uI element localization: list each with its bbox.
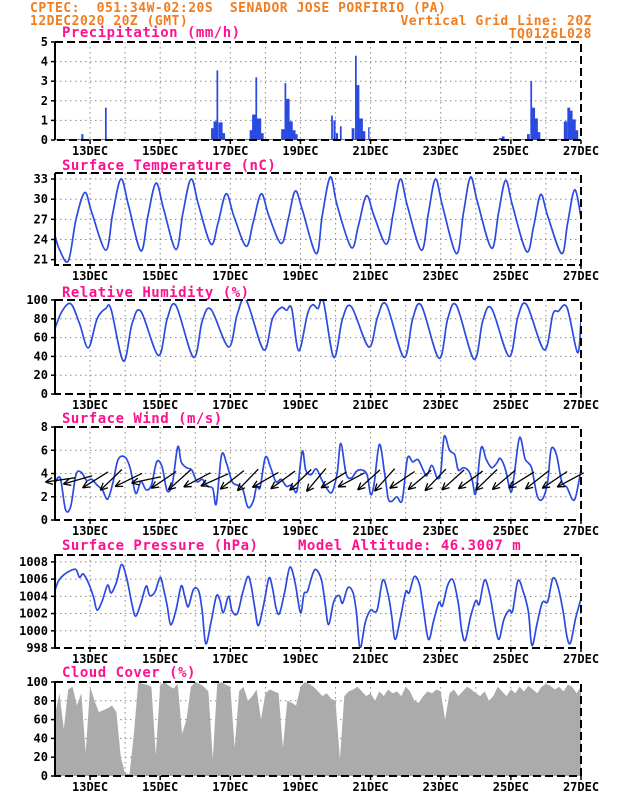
svg-text:80: 80 <box>33 693 48 708</box>
svg-text:60: 60 <box>33 330 48 345</box>
panel-title-cloud: Cloud Cover (%) <box>62 665 196 681</box>
svg-text:15DEC: 15DEC <box>142 524 179 538</box>
model-run-code: TQ0126L028 <box>508 27 592 42</box>
panel-title-temperature: Surface Temperature (nC) <box>62 158 277 174</box>
svg-text:25DEC: 25DEC <box>492 144 529 158</box>
svg-text:27DEC: 27DEC <box>562 524 600 538</box>
surface-pressure-series <box>55 564 581 648</box>
panel-surface-pressure <box>19 555 599 666</box>
svg-text:100: 100 <box>26 293 48 307</box>
station-header: CPTEC: 051:34W-02:20S SENADOR JOSE PORFIRIO (PA) <box>30 1 447 16</box>
panel-precipitation <box>41 35 599 158</box>
svg-text:13DEC: 13DEC <box>72 269 109 283</box>
svg-text:13DEC: 13DEC <box>72 398 109 412</box>
panel-subtitle-altitude: Model Altitude: 46.3007 m <box>298 538 522 554</box>
svg-text:13DEC: 13DEC <box>72 780 109 794</box>
svg-text:17DEC: 17DEC <box>212 398 249 412</box>
svg-text:27: 27 <box>33 212 48 227</box>
svg-text:15DEC: 15DEC <box>142 780 179 794</box>
svg-text:100: 100 <box>26 675 48 689</box>
panel-title-humidity: Relative Humidity (%) <box>62 285 250 301</box>
svg-text:21DEC: 21DEC <box>352 524 389 538</box>
panel-surface-wind <box>41 420 599 538</box>
svg-text:15DEC: 15DEC <box>142 398 179 412</box>
svg-text:13DEC: 13DEC <box>72 144 109 158</box>
svg-text:23DEC: 23DEC <box>422 144 459 158</box>
panel-title-precipitation: Precipitation (mm/h) <box>62 25 241 41</box>
svg-text:13DEC: 13DEC <box>72 652 109 666</box>
precipitation-series <box>55 56 581 140</box>
svg-text:27DEC: 27DEC <box>562 780 600 794</box>
svg-text:0: 0 <box>40 387 48 401</box>
svg-text:30: 30 <box>33 192 48 207</box>
svg-text:17DEC: 17DEC <box>212 652 249 666</box>
svg-text:23DEC: 23DEC <box>422 780 459 794</box>
svg-text:24: 24 <box>33 232 48 247</box>
svg-text:1: 1 <box>40 113 48 128</box>
svg-text:8: 8 <box>40 420 48 434</box>
svg-text:0: 0 <box>40 769 48 783</box>
svg-text:21DEC: 21DEC <box>352 269 389 283</box>
panel-title-wind: Surface Wind (m/s) <box>62 411 223 427</box>
svg-text:20: 20 <box>33 368 48 383</box>
svg-text:2: 2 <box>40 489 48 504</box>
svg-text:23DEC: 23DEC <box>422 652 459 666</box>
svg-text:19DEC: 19DEC <box>282 398 319 412</box>
svg-text:40: 40 <box>33 731 48 746</box>
vertical-grid-note: Vertical Grid Line: 20Z <box>400 14 592 29</box>
svg-text:21: 21 <box>33 252 48 267</box>
surface-wind-series <box>55 436 581 512</box>
svg-text:27DEC: 27DEC <box>562 269 600 283</box>
svg-text:25DEC: 25DEC <box>492 269 529 283</box>
svg-text:4: 4 <box>40 466 48 481</box>
svg-text:19DEC: 19DEC <box>282 652 319 666</box>
surface-temperature-series <box>55 177 581 262</box>
svg-text:2: 2 <box>40 93 48 108</box>
relative-humidity-series <box>55 298 581 361</box>
svg-text:19DEC: 19DEC <box>282 524 319 538</box>
svg-text:4: 4 <box>40 54 48 69</box>
run-datetime: 12DEC2020 20Z (GMT) <box>30 14 189 29</box>
svg-text:0: 0 <box>40 513 48 527</box>
svg-text:3: 3 <box>40 74 48 89</box>
svg-text:17DEC: 17DEC <box>212 780 249 794</box>
svg-text:25DEC: 25DEC <box>492 398 529 412</box>
svg-text:21DEC: 21DEC <box>352 398 389 412</box>
svg-text:23DEC: 23DEC <box>422 398 459 412</box>
svg-text:25DEC: 25DEC <box>492 652 529 666</box>
svg-text:998: 998 <box>26 641 48 655</box>
svg-text:23DEC: 23DEC <box>422 269 459 283</box>
panel-title-pressure: Surface Pressure (hPa) <box>62 538 259 554</box>
svg-text:6: 6 <box>40 443 48 458</box>
svg-text:15DEC: 15DEC <box>142 144 179 158</box>
svg-text:1006: 1006 <box>19 572 48 587</box>
svg-text:17DEC: 17DEC <box>212 144 249 158</box>
svg-text:60: 60 <box>33 712 48 727</box>
cloud-cover-series <box>55 682 581 776</box>
svg-text:33: 33 <box>33 172 48 187</box>
svg-text:21DEC: 21DEC <box>352 652 389 666</box>
svg-text:27DEC: 27DEC <box>562 652 600 666</box>
svg-text:17DEC: 17DEC <box>212 269 249 283</box>
panel-relative-humidity <box>26 293 599 412</box>
svg-text:0: 0 <box>40 133 48 147</box>
svg-text:23DEC: 23DEC <box>422 524 459 538</box>
svg-text:17DEC: 17DEC <box>212 524 249 538</box>
svg-text:20: 20 <box>33 750 48 765</box>
svg-text:27DEC: 27DEC <box>562 398 600 412</box>
svg-text:15DEC: 15DEC <box>142 652 179 666</box>
svg-text:13DEC: 13DEC <box>72 524 109 538</box>
svg-text:5: 5 <box>40 35 48 49</box>
svg-text:19DEC: 19DEC <box>282 780 319 794</box>
svg-text:21DEC: 21DEC <box>352 144 389 158</box>
svg-text:27DEC: 27DEC <box>562 144 600 158</box>
svg-text:80: 80 <box>33 311 48 326</box>
panel-cloud-cover <box>26 675 599 794</box>
svg-text:1000: 1000 <box>19 623 48 638</box>
svg-text:25DEC: 25DEC <box>492 780 529 794</box>
svg-text:19DEC: 19DEC <box>282 144 319 158</box>
svg-text:15DEC: 15DEC <box>142 269 179 283</box>
svg-text:1002: 1002 <box>19 606 48 621</box>
svg-text:19DEC: 19DEC <box>282 269 319 283</box>
panel-surface-temperature <box>34 172 600 283</box>
svg-text:1008: 1008 <box>19 554 48 569</box>
svg-text:1004: 1004 <box>19 589 48 604</box>
svg-text:21DEC: 21DEC <box>352 780 389 794</box>
svg-text:25DEC: 25DEC <box>492 524 529 538</box>
svg-text:40: 40 <box>33 349 48 364</box>
wind-direction-arrows <box>45 468 583 491</box>
